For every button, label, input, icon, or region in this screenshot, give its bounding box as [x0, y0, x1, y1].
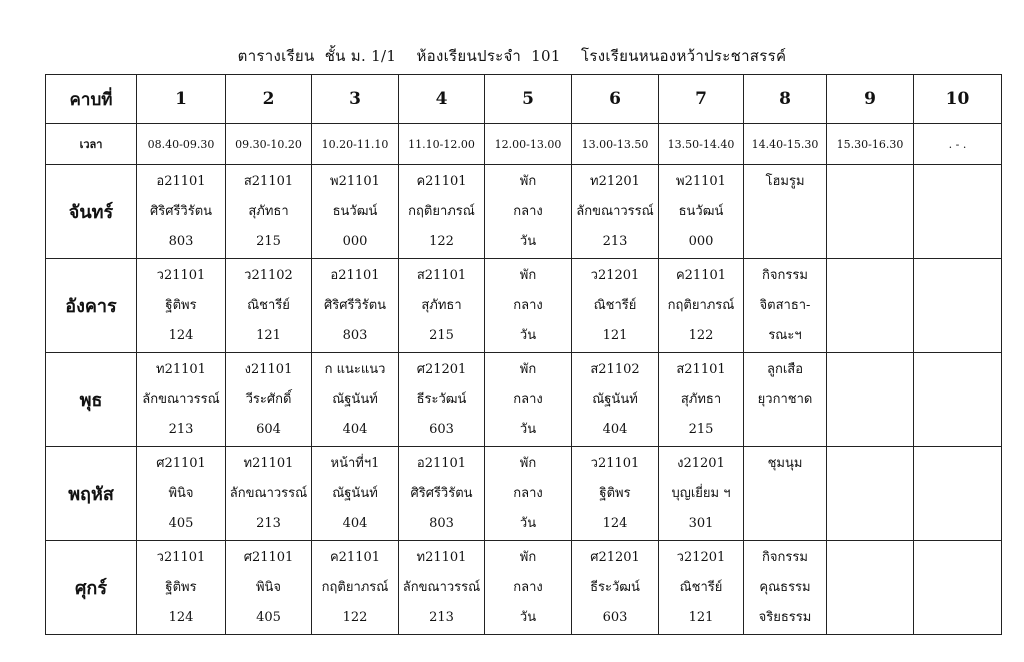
room-number: จริยธรรม [758, 610, 812, 625]
subject-code [827, 167, 913, 197]
subject-code [914, 355, 1001, 385]
subject-code: ชุมนุม [767, 456, 803, 471]
day-name: พฤหัส [46, 447, 137, 541]
teacher-name: ศิริศรีวิรัตน [410, 486, 473, 501]
room-number: วัน [519, 328, 537, 343]
room-number: 404 [342, 516, 368, 531]
period-time: 11.10-12.00 [399, 124, 485, 165]
teacher-name: สุภัทธา [248, 204, 289, 219]
room-number: 301 [688, 516, 714, 531]
room-number: 121 [688, 610, 714, 625]
subject-code: อ21101 [330, 268, 380, 283]
class-cell [744, 259, 827, 353]
teacher-name [914, 573, 1001, 603]
teacher-name: พินิจ [255, 580, 282, 595]
subject-code: ก แนะแนว [324, 362, 386, 377]
teacher-name [827, 291, 913, 321]
subject-code [827, 261, 913, 291]
class-cell [485, 353, 572, 447]
class-cell [744, 165, 827, 259]
title-class: ตารางเรียน ชั้น ม. 1/1 [237, 47, 397, 65]
period-number: 10 [914, 75, 1002, 124]
subject-code [914, 449, 1001, 479]
class-cell [827, 541, 914, 635]
day-row [46, 165, 1002, 259]
teacher-name: ณัฐนันท์ [332, 486, 378, 501]
room-number: 122 [429, 234, 454, 249]
teacher-name: ลักขณาวรรณ์ [229, 486, 308, 501]
teacher-name: ธีระวัฒน์ [590, 580, 640, 595]
subject-code: ศ21201 [416, 362, 467, 377]
day-row [46, 541, 1002, 635]
class-cell [659, 165, 744, 259]
subject-code [914, 543, 1001, 573]
teacher-name: ลักขณาวรรณ์ [576, 204, 654, 219]
room-number [914, 603, 1001, 633]
period-number: 9 [827, 75, 914, 124]
class-cell [312, 541, 399, 635]
teacher-name: ธีระวัฒน์ [416, 392, 467, 407]
teacher-name: ณัฐนันท์ [332, 392, 378, 407]
room-number: 213 [168, 422, 194, 437]
room-number: 124 [602, 516, 628, 531]
class-cell [399, 541, 485, 635]
subject-code: อ21101 [416, 456, 467, 471]
day-name: จันทร์ [46, 165, 137, 259]
class-cell [137, 447, 226, 541]
day-name: อังคาร [46, 259, 137, 353]
class-cell [312, 353, 399, 447]
teacher-name: ยุวกาชาด [757, 392, 813, 407]
subject-code: ท21101 [416, 550, 467, 565]
teacher-name: กลาง [513, 580, 543, 595]
subject-code: โฮมรูม [765, 174, 805, 189]
class-cell [827, 165, 914, 259]
teacher-name: กลาง [513, 486, 543, 501]
room-number: 803 [168, 234, 194, 249]
room-number: รณะฯ [768, 328, 802, 343]
period-time: 08.40-09.30 [137, 124, 226, 165]
period-time: 14.40-15.30 [744, 124, 827, 165]
timetable [45, 74, 1002, 635]
title-school: โรงเรียนหนองหว้าประชาสรรค์ [581, 47, 787, 65]
class-cell [914, 541, 1002, 635]
period-number: 4 [399, 75, 485, 124]
room-number [827, 321, 913, 351]
subject-code: ศ21101 [156, 456, 206, 471]
room-number: วัน [519, 610, 537, 625]
teacher-name [827, 385, 913, 415]
subject-code: ค21101 [675, 268, 727, 283]
teacher-name: ธนวัฒน์ [678, 204, 724, 219]
class-cell [485, 259, 572, 353]
subject-code: ว21101 [156, 550, 206, 565]
room-number: 000 [342, 234, 368, 249]
class-cell [226, 447, 312, 541]
room-number: วัน [519, 422, 537, 437]
subject-code: ง21201 [677, 456, 725, 471]
class-cell [312, 165, 399, 259]
room-number [914, 227, 1001, 257]
teacher-name: ณัฐนันท์ [592, 392, 638, 407]
subject-code: ส21102 [590, 362, 640, 377]
room-number: 405 [256, 610, 281, 625]
period-time: 13.50-14.40 [659, 124, 744, 165]
class-cell [827, 353, 914, 447]
room-number [827, 509, 913, 539]
teacher-name: สุภัทธา [680, 392, 722, 407]
class-cell [744, 353, 827, 447]
class-cell [399, 447, 485, 541]
class-cell [226, 165, 312, 259]
subject-code: กิจกรรม [762, 550, 808, 565]
period-number: 5 [485, 75, 572, 124]
class-cell [226, 353, 312, 447]
class-cell [659, 259, 744, 353]
class-cell [572, 353, 659, 447]
class-cell [137, 353, 226, 447]
period-number: 1 [137, 75, 226, 124]
teacher-name [914, 385, 1001, 415]
class-cell [226, 541, 312, 635]
period-time: 09.30-10.20 [226, 124, 312, 165]
room-number: 122 [688, 328, 714, 343]
teacher-name: ศิริศรีวิรัตน [323, 298, 387, 313]
time-label: เวลา [46, 124, 137, 165]
teacher-name: ธนวัฒน์ [332, 204, 378, 219]
subject-code: ศ21101 [243, 550, 294, 565]
room-number [744, 227, 826, 257]
class-cell [659, 541, 744, 635]
teacher-name: ณิชารีย์ [593, 298, 637, 313]
class-cell [914, 259, 1002, 353]
subject-code: พ21101 [330, 174, 380, 189]
period-number: 3 [312, 75, 399, 124]
class-cell [572, 259, 659, 353]
class-cell [137, 541, 226, 635]
teacher-name: ลักขณาวรรณ์ [402, 580, 481, 595]
page-title [0, 44, 1024, 68]
day-row [46, 353, 1002, 447]
subject-code: ส21101 [416, 268, 467, 283]
teacher-name: วีระศักดิ์ [245, 392, 292, 407]
teacher-name [827, 197, 913, 227]
subject-code: ว21201 [676, 550, 726, 565]
subject-code: อ21101 [156, 174, 206, 189]
room-number: 121 [256, 328, 281, 343]
class-cell [399, 353, 485, 447]
teacher-name: กลาง [513, 298, 543, 313]
teacher-name: บุญเยี่ยม ฯ [671, 486, 731, 501]
period-time: 12.00-13.00 [485, 124, 572, 165]
teacher-name: ฐิติพร [165, 298, 197, 313]
teacher-name: กลาง [513, 392, 543, 407]
room-number: 121 [602, 328, 628, 343]
subject-code: พ21101 [676, 174, 726, 189]
room-number: 213 [429, 610, 454, 625]
period-time: 15.30-16.30 [827, 124, 914, 165]
room-number: 215 [256, 234, 281, 249]
header-row [46, 75, 1002, 124]
subject-code [827, 449, 913, 479]
subject-code: ว21102 [244, 268, 293, 283]
teacher-name: ศิริศรีวิรัตน [149, 204, 213, 219]
room-number: 404 [342, 422, 368, 437]
teacher-name: ฐิติพร [599, 486, 631, 501]
room-number: 603 [602, 610, 628, 625]
subject-code: พัก [519, 268, 537, 283]
class-cell [914, 353, 1002, 447]
teacher-name: กฤติยาภรณ์ [408, 204, 475, 219]
header-label: คาบที่ [46, 75, 137, 124]
teacher-name [744, 479, 826, 509]
subject-code: ท21101 [156, 362, 206, 377]
room-number [827, 415, 913, 445]
teacher-name [914, 197, 1001, 227]
room-number [744, 415, 826, 445]
day-row [46, 447, 1002, 541]
class-cell [312, 447, 399, 541]
teacher-name [744, 197, 826, 227]
class-cell [399, 259, 485, 353]
subject-code: ง21101 [244, 362, 293, 377]
subject-code: พัก [519, 362, 537, 377]
subject-code: ว21201 [590, 268, 640, 283]
subject-code: พัก [519, 550, 537, 565]
room-number [914, 509, 1001, 539]
teacher-name [914, 291, 1001, 321]
teacher-name [827, 573, 913, 603]
class-cell [485, 447, 572, 541]
class-cell [485, 165, 572, 259]
teacher-name: คุณธรรม [759, 580, 811, 595]
subject-code [827, 355, 913, 385]
subject-code: พัก [519, 456, 537, 471]
subject-code: ค21101 [329, 550, 381, 565]
period-time: 10.20-11.10 [312, 124, 399, 165]
subject-code: พัก [519, 174, 537, 189]
teacher-name [914, 479, 1001, 509]
class-cell [137, 165, 226, 259]
room-number: 803 [342, 328, 368, 343]
subject-code: หน้าที่ฯ1 [330, 456, 380, 471]
period-time: . - . [914, 124, 1002, 165]
day-row [46, 259, 1002, 353]
teacher-name: กลาง [513, 204, 543, 219]
class-cell [572, 541, 659, 635]
class-cell [137, 259, 226, 353]
class-cell [914, 165, 1002, 259]
subject-code: ท21101 [243, 456, 294, 471]
subject-code: ว21101 [156, 268, 206, 283]
subject-code: ว21101 [590, 456, 640, 471]
room-number: 603 [429, 422, 454, 437]
class-cell [659, 447, 744, 541]
class-cell [827, 447, 914, 541]
room-number: 122 [342, 610, 368, 625]
teacher-name: ณิชารีย์ [679, 580, 723, 595]
room-number: วัน [519, 234, 537, 249]
period-number: 7 [659, 75, 744, 124]
teacher-name: ลักขณาวรรณ์ [142, 392, 220, 407]
teacher-name: พินิจ [168, 486, 194, 501]
room-number: 404 [602, 422, 628, 437]
subject-code: ลูกเสือ [766, 362, 804, 377]
room-number: 213 [256, 516, 281, 531]
subject-code [914, 167, 1001, 197]
day-name: พุธ [46, 353, 137, 447]
room-number: วัน [519, 516, 537, 531]
teacher-name: กฤติยาภรณ์ [321, 580, 389, 595]
teacher-name: จิตสาธา- [759, 298, 811, 313]
subject-code: ค21101 [416, 174, 467, 189]
time-row [46, 124, 1002, 165]
teacher-name: กฤติยาภรณ์ [667, 298, 735, 313]
subject-code: ท21201 [590, 174, 640, 189]
subject-code [914, 261, 1001, 291]
room-number [914, 415, 1001, 445]
subject-code [827, 543, 913, 573]
teacher-name: ฐิติพร [165, 580, 197, 595]
period-time: 13.00-13.50 [572, 124, 659, 165]
room-number: 215 [429, 328, 454, 343]
subject-code: ศ21201 [590, 550, 640, 565]
subject-code: ส21101 [676, 362, 726, 377]
class-cell [485, 541, 572, 635]
period-number: 6 [572, 75, 659, 124]
class-cell [914, 447, 1002, 541]
room-number: 803 [429, 516, 454, 531]
room-number: 604 [256, 422, 281, 437]
title-homeroom: ห้องเรียนประจำ 101 [416, 47, 561, 65]
room-number [827, 227, 913, 257]
class-cell [399, 165, 485, 259]
teacher-name: ณิชารีย์ [247, 298, 290, 313]
class-cell [827, 259, 914, 353]
period-number: 2 [226, 75, 312, 124]
class-cell [572, 447, 659, 541]
room-number: 215 [688, 422, 714, 437]
class-cell [744, 541, 827, 635]
teacher-name: สุภัทธา [421, 298, 462, 313]
class-cell [572, 165, 659, 259]
room-number [744, 509, 826, 539]
class-cell [659, 353, 744, 447]
room-number: 213 [602, 234, 628, 249]
room-number: 000 [688, 234, 714, 249]
subject-code: กิจกรรม [762, 268, 808, 283]
subject-code: ส21101 [243, 174, 294, 189]
room-number: 124 [168, 610, 194, 625]
room-number: 405 [168, 516, 194, 531]
room-number [827, 603, 913, 633]
class-cell [312, 259, 399, 353]
room-number [914, 321, 1001, 351]
class-cell [226, 259, 312, 353]
room-number: 124 [168, 328, 194, 343]
period-number: 8 [744, 75, 827, 124]
day-name: ศุกร์ [46, 541, 137, 635]
class-cell [744, 447, 827, 541]
teacher-name [827, 479, 913, 509]
